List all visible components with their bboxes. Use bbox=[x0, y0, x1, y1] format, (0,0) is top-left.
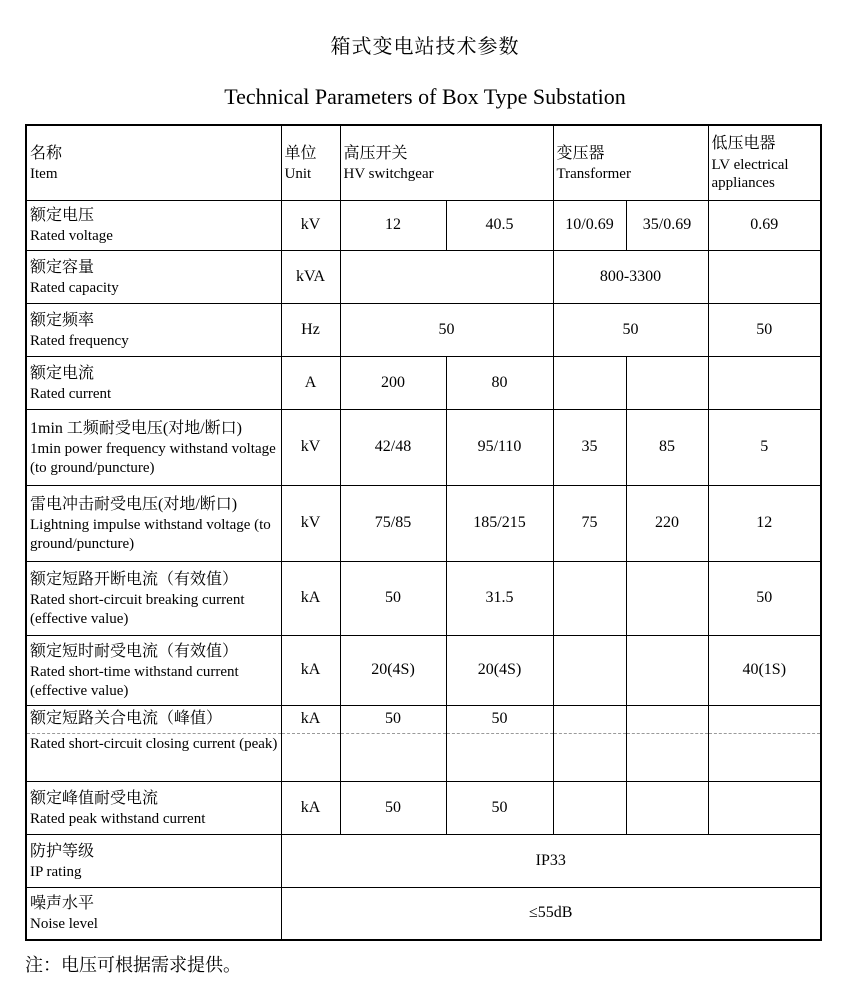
closing-en-label bbox=[26, 733, 281, 781]
row-lightning-impulse-withstand bbox=[26, 485, 821, 561]
noise-label-en: Noise level bbox=[30, 916, 98, 933]
peak-label-zh: 额定峰值耐受电流 bbox=[30, 789, 159, 807]
current-hv2: 80 bbox=[446, 356, 553, 409]
power-freq-label-en: 1min power frequency withstand voltage (to ground/puncture) bbox=[30, 440, 276, 476]
capacity-label-zh: 额定容量 bbox=[30, 258, 95, 276]
row-noise-level bbox=[26, 887, 821, 940]
current-tr1 bbox=[553, 356, 626, 409]
header-hv-switchgear bbox=[340, 125, 553, 200]
header-unit bbox=[281, 125, 340, 200]
short-time-tr1 bbox=[553, 635, 626, 705]
current-lv bbox=[708, 356, 821, 409]
voltage-lv: 0.69 bbox=[708, 200, 821, 250]
breaking-label-zh: 额定短路开断电流（有效值） bbox=[30, 570, 239, 588]
lightning-label-zh: 雷电冲击耐受电压(对地/断口) bbox=[30, 495, 238, 513]
capacity-label-en: Rated capacity bbox=[30, 279, 119, 296]
closing-en-hv2 bbox=[446, 733, 553, 781]
header-lv-appliances bbox=[708, 125, 821, 200]
ip-label-en: IP rating bbox=[30, 863, 82, 880]
peak-label-en: Rated peak withstand current bbox=[30, 810, 206, 827]
breaking-label bbox=[26, 561, 281, 635]
voltage-label bbox=[26, 200, 281, 250]
short-time-hv1: 20(4S) bbox=[340, 635, 446, 705]
header-item bbox=[26, 125, 281, 200]
spec-table bbox=[25, 124, 822, 941]
breaking-hv1: 50 bbox=[340, 561, 446, 635]
voltage-label-en: Rated voltage bbox=[30, 228, 113, 245]
power-freq-tr1: 35 bbox=[553, 409, 626, 485]
row-rated-voltage bbox=[26, 200, 821, 250]
voltage-tr1: 10/0.69 bbox=[553, 200, 626, 250]
header-unit-zh: 单位 bbox=[284, 144, 317, 162]
capacity-unit: kVA bbox=[281, 250, 340, 303]
voltage-label-zh: 额定电压 bbox=[30, 207, 95, 225]
frequency-label-en: Rated frequency bbox=[30, 332, 129, 349]
header-unit-en: Unit bbox=[284, 165, 312, 182]
current-unit: A bbox=[281, 356, 340, 409]
ip-value: IP33 bbox=[281, 834, 821, 887]
current-label-en: Rated current bbox=[30, 385, 112, 402]
header-hv-en: HV switchgear bbox=[343, 165, 434, 182]
closing-zh-label-zh: 额定短路关合电流（峰值） bbox=[30, 710, 223, 728]
power-freq-lv: 5 bbox=[708, 409, 821, 485]
short-time-hv2: 20(4S) bbox=[446, 635, 553, 705]
current-tr2 bbox=[626, 356, 708, 409]
current-label-zh: 额定电流 bbox=[30, 364, 95, 382]
closing-en-label-en: Rated short-circuit closing current (peak) bbox=[30, 735, 278, 752]
noise-label-zh: 噪声水平 bbox=[30, 895, 95, 913]
row-power-frequency-withstand bbox=[26, 409, 821, 485]
table-header-row bbox=[26, 125, 821, 200]
peak-hv2: 50 bbox=[446, 781, 553, 834]
frequency-unit: Hz bbox=[281, 303, 340, 356]
closing-en-unit bbox=[281, 733, 340, 781]
header-lv-zh: 低压电器 bbox=[711, 135, 776, 153]
power-freq-hv1: 42/48 bbox=[340, 409, 446, 485]
breaking-tr2 bbox=[626, 561, 708, 635]
peak-tr2 bbox=[626, 781, 708, 834]
closing-zh-lv bbox=[708, 705, 821, 733]
capacity-lv bbox=[708, 250, 821, 303]
power-freq-label-zh: 1min 工频耐受电压(对地/断口) bbox=[30, 419, 242, 437]
peak-lv bbox=[708, 781, 821, 834]
header-transformer-en: Transformer bbox=[556, 165, 631, 182]
lightning-tr1: 75 bbox=[553, 485, 626, 561]
noise-value: ≤55dB bbox=[281, 887, 821, 940]
short-time-label-en: Rated short-time withstand current (effective value) bbox=[30, 663, 239, 699]
header-item-zh: 名称 bbox=[30, 144, 63, 162]
voltage-unit: kV bbox=[281, 200, 340, 250]
page-title-en: Technical Parameters of Box Type Substation bbox=[224, 84, 626, 109]
capacity-hv bbox=[340, 250, 553, 303]
power-freq-tr2: 85 bbox=[626, 409, 708, 485]
row-rated-frequency bbox=[26, 303, 821, 356]
peak-tr1 bbox=[553, 781, 626, 834]
breaking-hv2: 31.5 bbox=[446, 561, 553, 635]
ip-label bbox=[26, 834, 281, 887]
closing-en-tr2 bbox=[626, 733, 708, 781]
frequency-lv: 50 bbox=[708, 303, 821, 356]
lightning-unit: kV bbox=[281, 485, 340, 561]
closing-zh-tr2 bbox=[626, 705, 708, 733]
closing-zh-hv2: 50 bbox=[446, 705, 553, 733]
peak-unit: kA bbox=[281, 781, 340, 834]
row-short-circuit-breaking bbox=[26, 561, 821, 635]
row-short-time-withstand bbox=[26, 635, 821, 705]
frequency-hv: 50 bbox=[340, 303, 553, 356]
row-ip-rating bbox=[26, 834, 821, 887]
power-freq-unit: kV bbox=[281, 409, 340, 485]
frequency-label bbox=[26, 303, 281, 356]
breaking-lv: 50 bbox=[708, 561, 821, 635]
header-item-en: Item bbox=[30, 165, 58, 182]
lightning-label bbox=[26, 485, 281, 561]
closing-en-lv bbox=[708, 733, 821, 781]
short-time-unit: kA bbox=[281, 635, 340, 705]
row-closing-current-en bbox=[26, 733, 821, 781]
short-time-lv: 40(1S) bbox=[708, 635, 821, 705]
header-transformer-zh: 变压器 bbox=[556, 144, 605, 162]
row-rated-capacity bbox=[26, 250, 821, 303]
lightning-hv1: 75/85 bbox=[340, 485, 446, 561]
lightning-label-en: Lightning impulse withstand voltage (to ground/puncture) bbox=[30, 516, 271, 552]
capacity-label bbox=[26, 250, 281, 303]
breaking-tr1 bbox=[553, 561, 626, 635]
short-time-label bbox=[26, 635, 281, 705]
voltage-tr2: 35/0.69 bbox=[626, 200, 708, 250]
row-peak-withstand bbox=[26, 781, 821, 834]
ip-label-zh: 防护等级 bbox=[30, 842, 95, 860]
page-title-zh: 箱式变电站技术参数 bbox=[330, 36, 520, 58]
lightning-hv2: 185/215 bbox=[446, 485, 553, 561]
closing-zh-tr1 bbox=[553, 705, 626, 733]
frequency-tr: 50 bbox=[553, 303, 708, 356]
breaking-label-en: Rated short-circuit breaking current (effective value) bbox=[30, 591, 245, 627]
current-hv1: 200 bbox=[340, 356, 446, 409]
lightning-tr2: 220 bbox=[626, 485, 708, 561]
header-lv-en: LV electrical appliances bbox=[711, 156, 789, 192]
peak-label bbox=[26, 781, 281, 834]
header-hv-zh: 高压开关 bbox=[343, 144, 408, 162]
closing-zh-hv1: 50 bbox=[340, 705, 446, 733]
power-freq-label bbox=[26, 409, 281, 485]
capacity-tr: 800-3300 bbox=[553, 250, 708, 303]
closing-en-tr1 bbox=[553, 733, 626, 781]
header-transformer bbox=[553, 125, 708, 200]
row-rated-current bbox=[26, 356, 821, 409]
lightning-lv: 12 bbox=[708, 485, 821, 561]
peak-hv1: 50 bbox=[340, 781, 446, 834]
frequency-label-zh: 额定频率 bbox=[30, 311, 95, 329]
noise-label bbox=[26, 887, 281, 940]
closing-zh-label bbox=[26, 705, 281, 733]
closing-zh-unit: kA bbox=[281, 705, 340, 733]
footnote: 注：电压可根据需求提供。 bbox=[25, 955, 241, 975]
short-time-label-zh: 额定短时耐受电流（有效值） bbox=[30, 642, 239, 660]
short-time-tr2 bbox=[626, 635, 708, 705]
breaking-unit: kA bbox=[281, 561, 340, 635]
current-label bbox=[26, 356, 281, 409]
row-closing-current-zh bbox=[26, 705, 821, 733]
power-freq-hv2: 95/110 bbox=[446, 409, 553, 485]
closing-en-hv1 bbox=[340, 733, 446, 781]
voltage-hv1: 12 bbox=[340, 200, 446, 250]
voltage-hv2: 40.5 bbox=[446, 200, 553, 250]
